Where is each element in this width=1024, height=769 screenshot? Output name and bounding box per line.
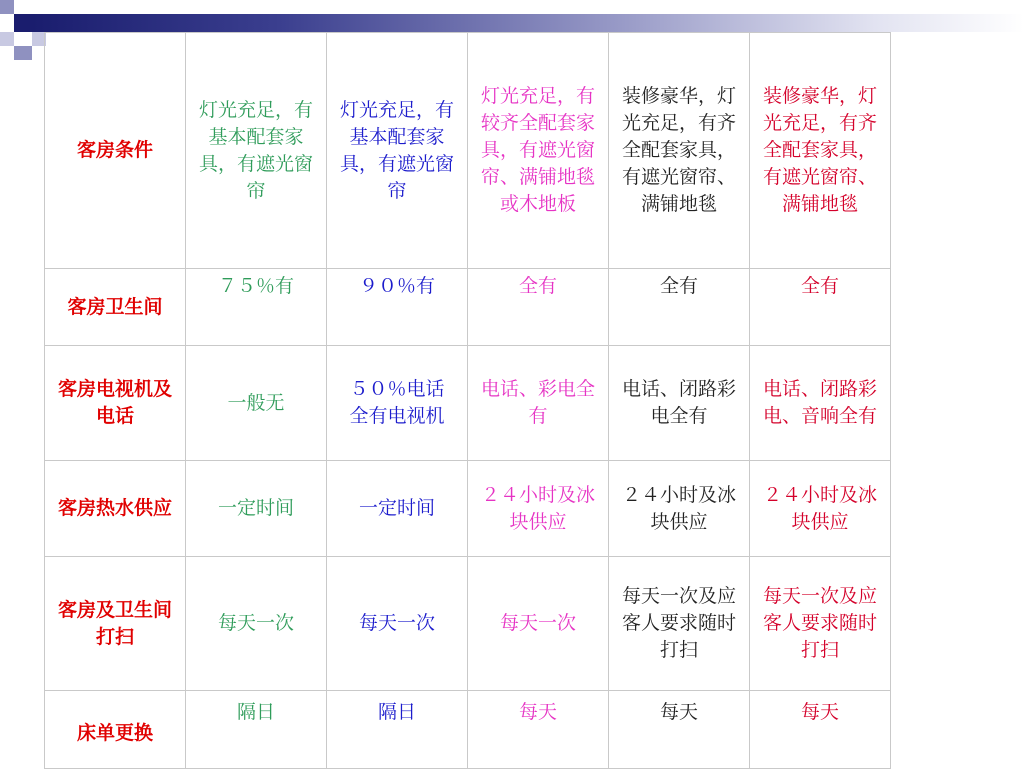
table-row xyxy=(45,33,891,269)
table-cell: 灯光充足，有基本配套家具，有遮光窗帘 xyxy=(186,33,327,269)
table-cell: 全有 xyxy=(750,269,891,346)
table-cell: ７５％有 xyxy=(186,269,327,346)
table-cell: 一般无 xyxy=(186,346,327,461)
table-cell: ２４小时及冰块供应 xyxy=(750,461,891,557)
table-cell: 每天一次 xyxy=(327,557,468,691)
decoration-square xyxy=(0,0,14,14)
table-cell: 装修豪华，灯光充足，有齐全配套家具，有遮光窗帘、满铺地毯 xyxy=(750,33,891,269)
cell-line: 全有电视机 xyxy=(349,405,445,427)
table-cell: ２４小时及冰块供应 xyxy=(468,461,609,557)
table-cell: 每天 xyxy=(750,691,891,769)
table-cell: 一定时间 xyxy=(186,461,327,557)
table-cell: 灯光充足，有基本配套家具，有遮光窗帘 xyxy=(327,33,468,269)
row-label: 客房条件 xyxy=(45,33,186,269)
table-cell: ９０％有 xyxy=(327,269,468,346)
row-label: 客房热水供应 xyxy=(45,461,186,557)
table-cell: 一定时间 xyxy=(327,461,468,557)
table-cell: 装修豪华，灯光充足，有齐全配套家具，有遮光窗帘、满铺地毯 xyxy=(609,33,750,269)
row-label: 床单更换 xyxy=(45,691,186,769)
table-cell: 全有 xyxy=(609,269,750,346)
table-cell: 全有 xyxy=(468,269,609,346)
row-label: 客房电视机及电话 xyxy=(45,346,186,461)
decoration-square xyxy=(0,32,14,46)
table-cell: 每天一次及应客人要求随时打扫 xyxy=(750,557,891,691)
table-row xyxy=(45,269,891,346)
table-cell: 电话、闭路彩电、音响全有 xyxy=(750,346,891,461)
table-row xyxy=(45,461,891,557)
table-cell: 电话、彩电全有 xyxy=(468,346,609,461)
table-cell xyxy=(327,346,468,461)
table-cell: 每天一次 xyxy=(186,557,327,691)
decoration-square xyxy=(14,14,32,32)
table-cell: 每天 xyxy=(468,691,609,769)
table-cell: 灯光充足，有较齐全配套家具，有遮光窗帘、满铺地毯或木地板 xyxy=(468,33,609,269)
cell-line: ５０％电话 xyxy=(349,378,445,400)
table-cell: 电话、闭路彩电全有 xyxy=(609,346,750,461)
table-row xyxy=(45,691,891,769)
table-cell: 每天一次及应客人要求随时打扫 xyxy=(609,557,750,691)
row-label: 客房卫生间 xyxy=(45,269,186,346)
table-cell: 隔日 xyxy=(327,691,468,769)
table-cell: 每天一次 xyxy=(468,557,609,691)
header-gradient-bar xyxy=(32,14,1024,32)
table-cell: 每天 xyxy=(609,691,750,769)
decoration-square xyxy=(14,46,32,60)
row-label: 客房及卫生间打扫 xyxy=(45,557,186,691)
table-cell: ２４小时及冰块供应 xyxy=(609,461,750,557)
table-cell: 隔日 xyxy=(186,691,327,769)
hotel-room-standards-table xyxy=(44,32,891,769)
table-row xyxy=(45,557,891,691)
table-row xyxy=(45,346,891,461)
